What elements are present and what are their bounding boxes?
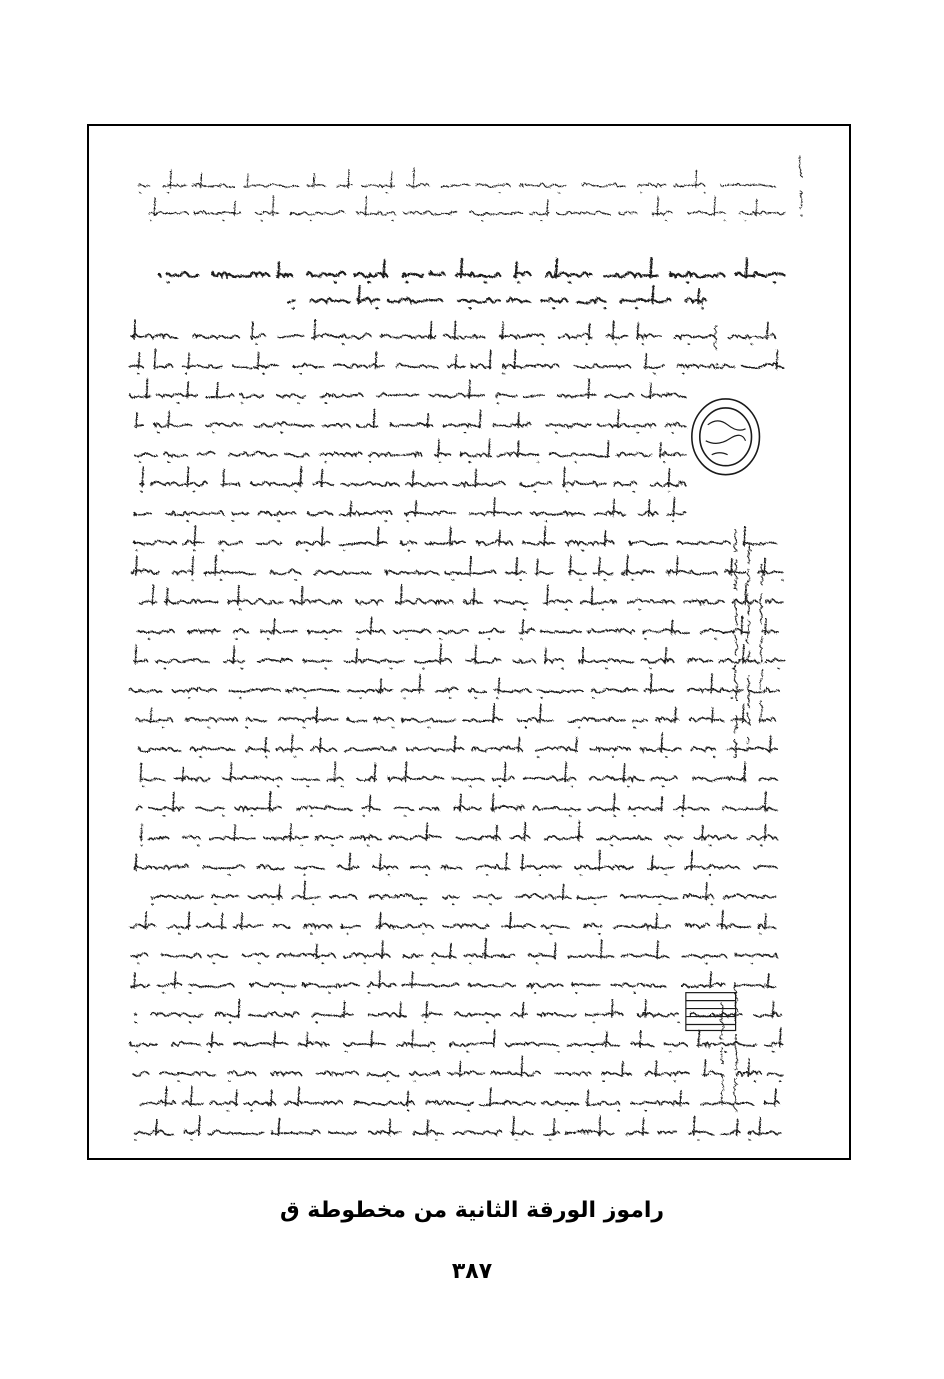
margin-note-line <box>759 564 764 722</box>
handwritten-line <box>129 674 779 698</box>
handwritten-line <box>135 409 686 432</box>
handwritten-line <box>134 850 777 874</box>
margin-note-line <box>799 156 802 216</box>
handwritten-text-lines <box>129 168 785 1140</box>
handwritten-line <box>135 999 781 1022</box>
handwritten-line <box>134 644 785 668</box>
handwritten-line <box>138 733 777 757</box>
handwritten-line <box>131 555 783 580</box>
handwritten-line <box>131 320 776 344</box>
handwritten-line <box>130 910 776 934</box>
handwritten-line <box>140 762 777 787</box>
handwritten-line <box>129 349 784 373</box>
handwritten-line <box>136 791 777 816</box>
handwritten-line <box>131 971 775 993</box>
handwritten-line <box>139 168 776 193</box>
manuscript-page-image <box>89 126 849 1158</box>
handwritten-line <box>136 704 776 728</box>
handwritten-line <box>159 258 786 282</box>
handwritten-line <box>130 379 686 403</box>
handwritten-line <box>139 585 782 610</box>
margin-note-line <box>746 544 750 743</box>
margin-note-line <box>714 325 718 365</box>
handwritten-line <box>140 1086 779 1110</box>
handwritten-line <box>131 939 777 964</box>
handwritten-line <box>149 196 786 221</box>
handwritten-line <box>152 881 776 904</box>
handwritten-line <box>133 1056 783 1081</box>
margin-note-line <box>734 529 738 757</box>
manuscript-image-frame <box>87 124 851 1160</box>
seal-stamp-icon <box>692 399 760 475</box>
page-number: ٣٨٧ <box>451 1259 493 1284</box>
handwritten-line <box>137 616 778 639</box>
margin-note-line <box>720 1003 724 1105</box>
handwritten-line <box>134 526 777 551</box>
margin-notes <box>714 156 803 1112</box>
handwritten-line <box>134 498 686 521</box>
handwritten-line <box>135 439 686 462</box>
handwritten-line <box>134 1116 780 1140</box>
handwritten-line <box>141 821 778 845</box>
library-stamp-icon <box>686 993 736 1031</box>
figure-caption: راموز الورقة الثانية من مخطوطة ق <box>279 1198 665 1223</box>
handwritten-line <box>288 286 706 308</box>
handwritten-line <box>140 467 686 492</box>
handwritten-line <box>130 1028 783 1052</box>
